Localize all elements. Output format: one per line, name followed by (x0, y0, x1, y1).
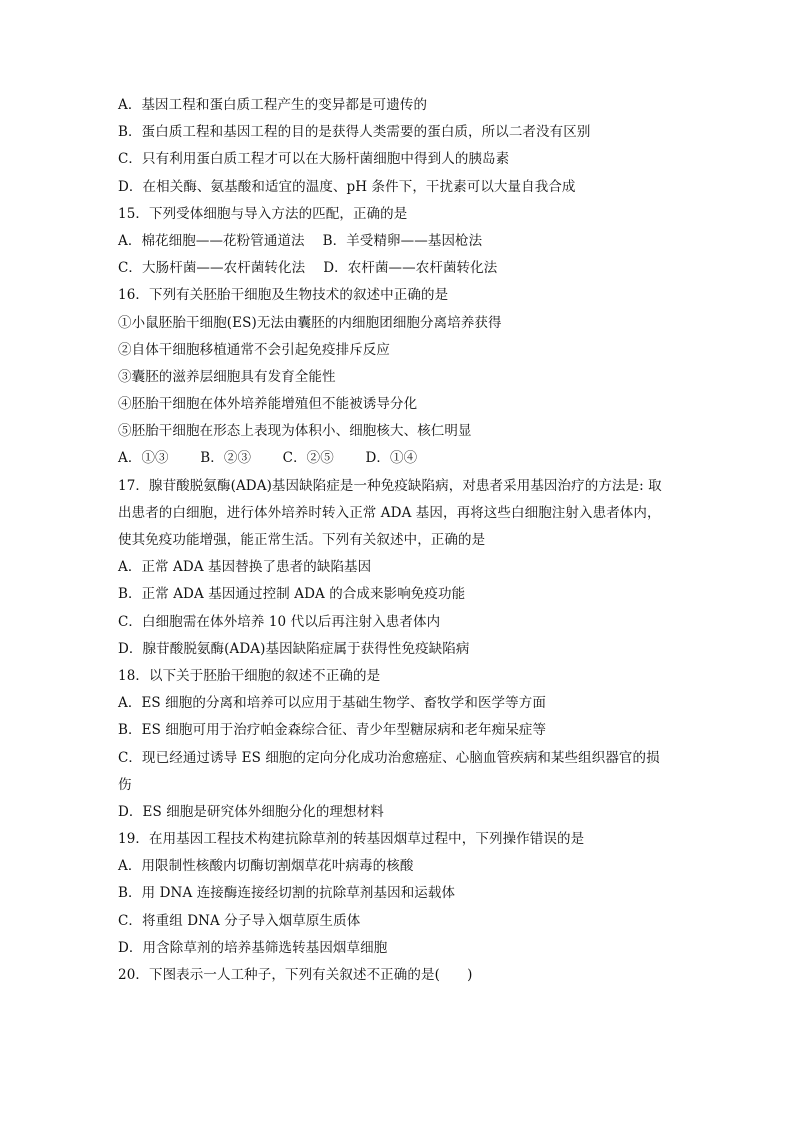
q16-statement-3: ③囊胚的滋养层细胞具有发育全能性 (118, 368, 336, 385)
q17-option-c: C．白细胞需在体外培养 10 代以后再注射入患者体内 (118, 613, 441, 630)
q17-option-d: D．腺苷酸脱氨酶(ADA)基因缺陷症属于获得性免疫缺陷病 (118, 640, 470, 657)
q18-option-a: A．ES 细胞的分离和培养可以应用于基础生物学、畜牧学和医学等方面 (118, 695, 546, 712)
q17-stem-line-3: 使其免疫功能增强，能正常生活。下列有关叙述中，正确的是 (118, 532, 486, 548)
q14-option-a: A．基因工程和蛋白质工程产生的变异都是可遗传的 (118, 97, 428, 113)
q18-option-c-line-2: 伤 (118, 776, 132, 793)
q14-option-c: C．只有利用蛋白质工程才可以在大肠杆菌细胞中得到人的胰岛素 (118, 151, 510, 168)
q17-option-a: A．正常 ADA 基因替换了患者的缺陷基因 (118, 559, 372, 576)
q18-option-b: B．ES 细胞可用于治疗帕金森综合征、青少年型糖尿病和老年痴呆症等 (118, 722, 547, 739)
q15-stem: 15．下列受体细胞与导入方法的匹配，正确的是 (118, 205, 408, 222)
q16-statement-4: ④胚胎干细胞在体外培养能增殖但不能被诱导分化 (118, 396, 418, 413)
q16-stem: 16．下列有关胚胎干细胞及生物技术的叙述中正确的是 (118, 287, 449, 304)
q17-stem-line-1: 17．腺苷酸脱氨酶(ADA)基因缺陷症是一种免疫缺陷病，对患者采用基因治疗的方法是: 取 (118, 477, 662, 494)
question-text-block (118, 92, 678, 989)
q16-options: A．①③ B．②③ C．②⑤ D．①④ (118, 450, 418, 467)
q15-options-cd: C．大肠杆菌——农杆菌转化法 D．农杆菌——农杆菌转化法 (118, 260, 498, 277)
q16-statement-2: ②自体干细胞移植通常不会引起免疫排斥反应 (118, 341, 390, 358)
q16-statement-1: ①小鼠胚胎干细胞(ES)无法由囊胚的内细胞团细胞分离培养获得 (118, 314, 502, 331)
q17-option-b: B．正常 ADA 基因通过控制 ADA 的合成来影响免疫功能 (118, 586, 466, 603)
q18-option-d: D．ES 细胞是研究体外细胞分化的理想材料 (118, 803, 384, 820)
q19-option-a: A．用限制性核酸内切酶切割烟草花叶病毒的核酸 (118, 858, 414, 875)
q19-option-b: B．用 DNA 连接酶连接经切割的抗除草剂基因和运载体 (118, 885, 456, 902)
q14-option-d: D．在相关酶、氨基酸和适宜的温度、pH 条件下，干扰素可以大量自我合成 (118, 178, 576, 195)
q15-options-ab: A．棉花细胞——花粉管通道法 B．羊受精卵——基因枪法 (118, 232, 483, 249)
q16-statement-5: ⑤胚胎干细胞在形态上表现为体积小、细胞核大、核仁明显 (118, 423, 472, 440)
q19-option-c: C．将重组 DNA 分子导入烟草原生质体 (118, 912, 361, 929)
q19-option-d: D．用含除草剂的培养基筛选转基因烟草细胞 (118, 939, 388, 956)
q14-option-b: B．蛋白质工程和基因工程的目的是获得人类需要的蛋白质，所以二者没有区别 (118, 124, 591, 141)
q19-stem: 19．在用基因工程技术构建抗除草剂的转基因烟草过程中，下列操作错误的是 (118, 831, 585, 848)
q18-option-c-line-1: C．现已经通过诱导 ES 细胞的定向分化成功治愈癌症、心脑血管疾病和某些组织器官的损 (118, 749, 660, 766)
q20-stem: 20．下图表示一人工种子，下列有关叙述不正确的是( ) (118, 967, 473, 983)
q18-stem: 18．以下关于胚胎干细胞的叙述不正确的是 (118, 667, 381, 684)
q17-stem-line-2: 出患者的白细胞，进行体外培养时转入正常 ADA 基因，再将这些白细胞注射入患者体内， (118, 504, 661, 521)
